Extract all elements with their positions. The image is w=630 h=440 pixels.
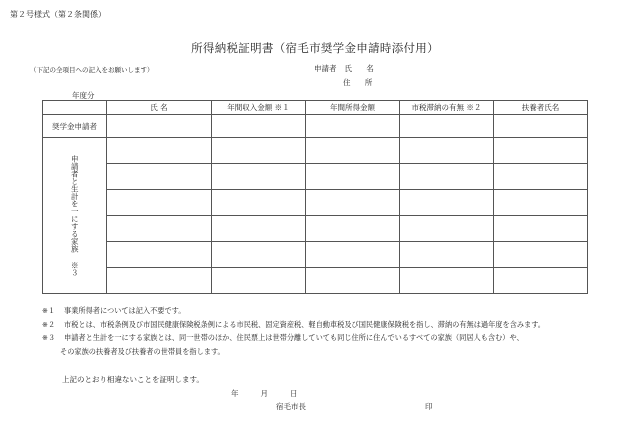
family-dependent-cell[interactable] xyxy=(494,138,588,164)
family-earnings-cell[interactable] xyxy=(306,242,400,268)
family-row xyxy=(43,268,588,294)
request-note: （下記の全項目への記入をお願いします） xyxy=(30,66,154,74)
applicant-name-cell[interactable] xyxy=(107,115,212,138)
applicant-dependent-cell[interactable] xyxy=(494,115,588,138)
family-name-cell[interactable] xyxy=(107,268,212,294)
family-row xyxy=(43,138,588,164)
family-name-cell[interactable] xyxy=(107,138,212,164)
family-earnings-cell[interactable] xyxy=(306,190,400,216)
date-month: 月 xyxy=(260,389,268,398)
applicant-address-label: 住 所 xyxy=(343,78,379,87)
family-label: 申請者と生計を一にする家族 ※３ xyxy=(70,154,80,277)
applicant-name-line xyxy=(314,63,380,74)
applicant-label: 申請者 xyxy=(314,64,337,73)
family-dependent-cell[interactable] xyxy=(494,190,588,216)
family-name-cell[interactable] xyxy=(107,216,212,242)
applicant-income-cell[interactable] xyxy=(212,115,306,138)
declaration: 上記のとおり相違ないことを証明します。 xyxy=(62,375,204,384)
note-text: 事業所得者については記入不要です。 xyxy=(64,306,186,315)
family-income-cell[interactable] xyxy=(212,242,306,268)
family-name-cell[interactable] xyxy=(107,164,212,190)
header-annual-earnings: 年間所得金額 xyxy=(306,101,400,115)
applicant-name-label: 氏 名 xyxy=(344,64,380,73)
document-title: 所得納税証明書（宿毛市奨学金申請時添付用） xyxy=(191,41,439,55)
note-text: 申請者と生計を一にする家族とは、同一世帯のほか、住民票上は世帯分離していても同じ住所に住んでいるすべての家族（同居人も含む）や、 xyxy=(64,333,524,342)
date-line xyxy=(231,388,298,399)
family-income-cell[interactable] xyxy=(212,138,306,164)
note-text: 市税とは、市税条例及び市国民健康保険税条例による市民税、固定資産税、軽自動車税及び国民健康保険税を指し、滞納の有無は過年度を含みます。 xyxy=(64,319,545,329)
family-row xyxy=(43,190,588,216)
applicant-row-label: 奨学金申請者 xyxy=(43,115,107,138)
family-income-cell[interactable] xyxy=(212,164,306,190)
family-arrears-cell[interactable] xyxy=(400,138,494,164)
note-mark: ※１ xyxy=(42,306,56,315)
year-label: 年度分 xyxy=(72,91,95,100)
header-dependent-name: 扶養者氏名 xyxy=(494,101,588,115)
note-item xyxy=(42,331,545,345)
family-arrears-cell[interactable] xyxy=(400,242,494,268)
family-row xyxy=(43,164,588,190)
family-row xyxy=(43,216,588,242)
note-item xyxy=(42,318,545,332)
family-arrears-cell[interactable] xyxy=(400,268,494,294)
applicant-arrears-cell[interactable] xyxy=(400,115,494,138)
family-name-cell[interactable] xyxy=(107,242,212,268)
family-earnings-cell[interactable] xyxy=(306,268,400,294)
family-row xyxy=(43,242,588,268)
family-earnings-cell[interactable] xyxy=(306,138,400,164)
family-dependent-cell[interactable] xyxy=(494,242,588,268)
table-header-row xyxy=(43,101,588,115)
date-day: 日 xyxy=(290,389,298,398)
family-dependent-cell[interactable] xyxy=(494,164,588,190)
certificate-table xyxy=(42,100,588,294)
family-dependent-cell[interactable] xyxy=(494,268,588,294)
family-dependent-cell[interactable] xyxy=(494,216,588,242)
note-mark: ※２ xyxy=(42,319,56,329)
family-label-cell xyxy=(43,138,107,294)
applicant-earnings-cell[interactable] xyxy=(306,115,400,138)
note-item xyxy=(42,304,545,318)
family-income-cell[interactable] xyxy=(212,216,306,242)
note-mark: ※３ xyxy=(42,333,56,342)
notes xyxy=(42,304,545,358)
mayor-label: 宿毛市長 xyxy=(276,402,306,411)
header-annual-income: 年間収入金額 ※１ xyxy=(212,101,306,115)
seal-mark: 印 xyxy=(425,402,433,411)
applicant-row xyxy=(43,115,588,138)
family-earnings-cell[interactable] xyxy=(306,164,400,190)
header-tax-arrears: 市税滞納の有無 ※２ xyxy=(400,101,494,115)
note-item-continued xyxy=(42,345,545,359)
family-name-cell[interactable] xyxy=(107,190,212,216)
header-blank-cell xyxy=(43,101,107,115)
form-number: 第２号様式（第２条関係） xyxy=(10,10,106,19)
family-income-cell[interactable] xyxy=(212,190,306,216)
date-year: 年 xyxy=(231,389,239,398)
note-text: その家族の扶養者及び扶養者の世帯員を指します。 xyxy=(60,346,225,356)
family-arrears-cell[interactable] xyxy=(400,190,494,216)
family-earnings-cell[interactable] xyxy=(306,216,400,242)
family-income-cell[interactable] xyxy=(212,268,306,294)
family-arrears-cell[interactable] xyxy=(400,216,494,242)
family-arrears-cell[interactable] xyxy=(400,164,494,190)
header-name: 氏 名 xyxy=(107,101,212,115)
